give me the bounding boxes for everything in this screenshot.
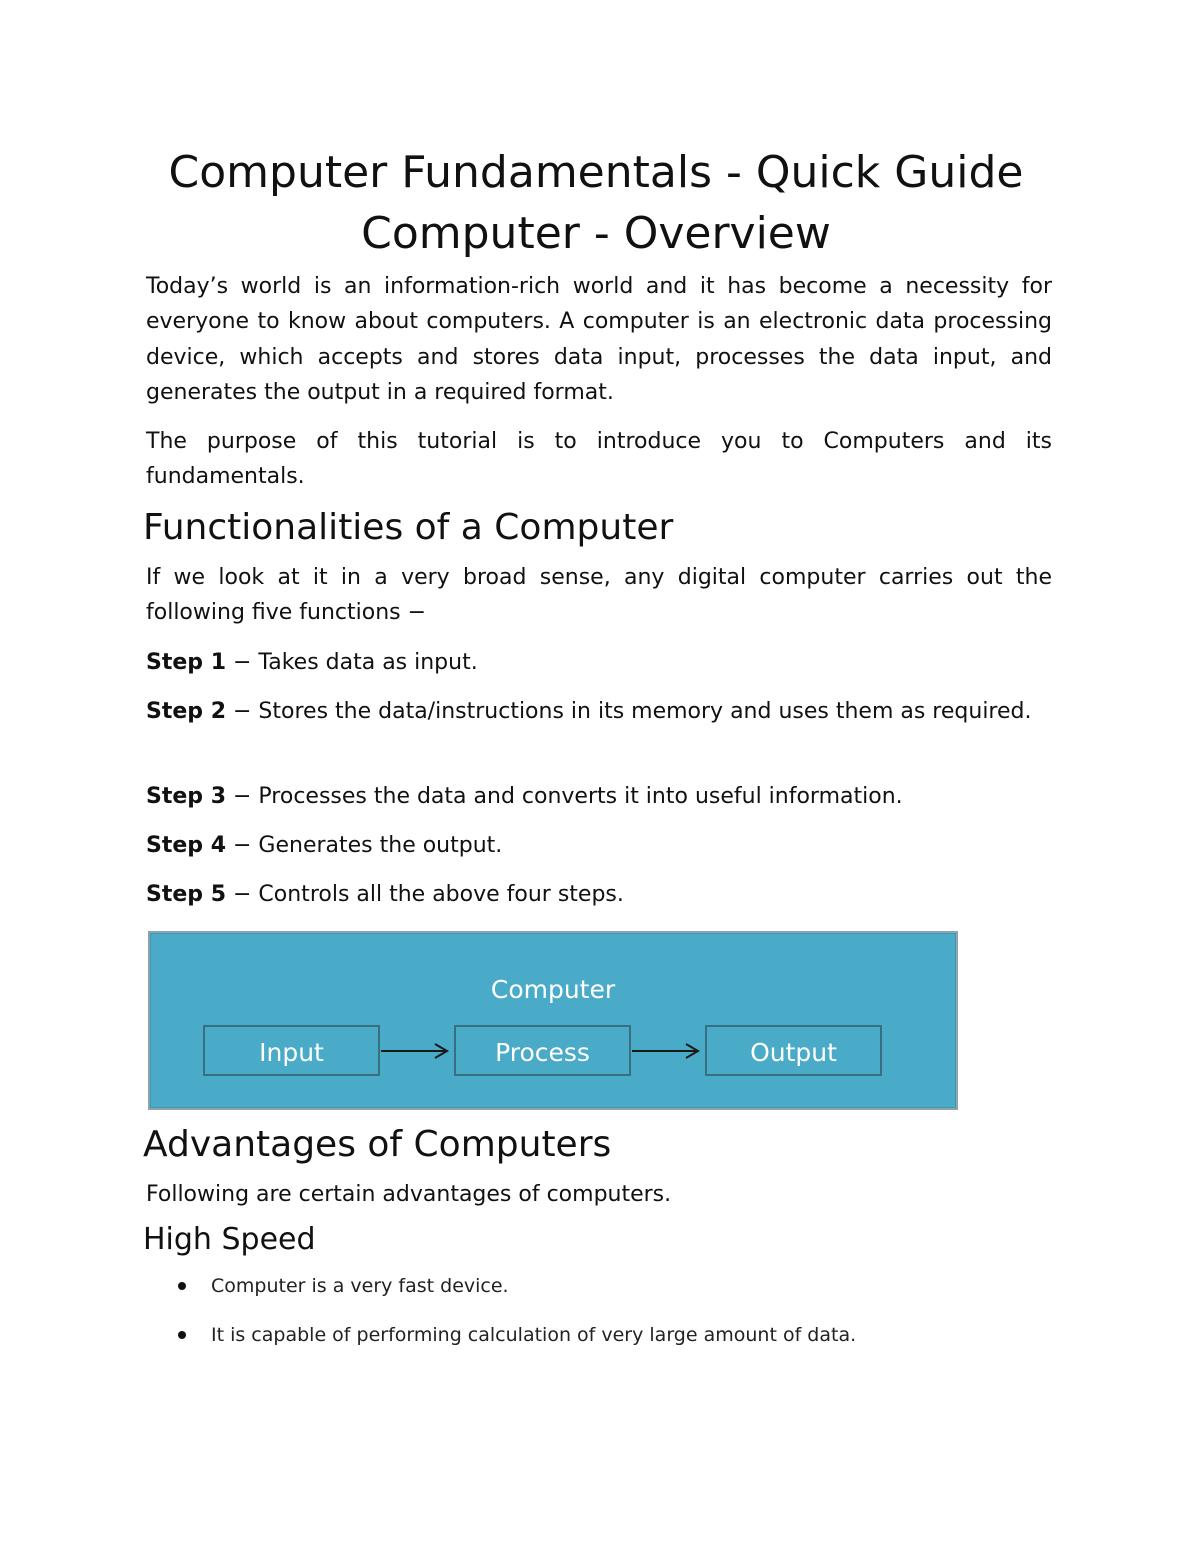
step-1: [146, 645, 1052, 680]
arrow-right-icon: [381, 1039, 453, 1063]
step-text: Stores the data/instructions in its memory and uses them as required.: [258, 699, 1032, 724]
step-text: Controls all the above four steps.: [258, 882, 624, 907]
step-4: [146, 828, 1052, 863]
section-title-overview: Computer - Overview: [361, 208, 831, 259]
functionalities-heading: Functionalities of a Computer: [143, 507, 674, 548]
diagram-box-input: Input: [203, 1025, 380, 1076]
step-text: Generates the output.: [258, 833, 503, 858]
intro-paragraph: Today’s world is an information-rich world and it has become a necessity for everyone to know about computers. A computer is an electronic data processing device, which accepts and stores data input, processes the data input, and generates the output in a required format.: [146, 274, 1052, 405]
step-label: Step 4: [146, 833, 226, 858]
step-label: Step 1: [146, 650, 226, 675]
step-text: Processes the data and converts it into useful information.: [258, 784, 903, 809]
purpose-paragraph: The purpose of this tutorial is to introduce you to Computers and its fundamentals.: [146, 429, 1052, 490]
step-3: [146, 779, 1052, 814]
step-separator: −: [226, 784, 259, 809]
step-label: Step 2: [146, 699, 226, 724]
step-label: Step 3: [146, 784, 226, 809]
bullet-icon: [178, 1331, 186, 1339]
step-5: [146, 877, 1052, 912]
document-title: Computer Fundamentals - Quick Guide: [168, 147, 1024, 198]
bullet-icon: [178, 1282, 186, 1290]
arrow-right-icon: [632, 1039, 704, 1063]
list-item: It is capable of performing calculation of very large amount of data.: [211, 1324, 857, 1346]
step-label: Step 5: [146, 882, 226, 907]
step-separator: −: [226, 833, 259, 858]
list-item: Computer is a very fast device.: [211, 1275, 509, 1297]
diagram-box-process: Process: [454, 1025, 631, 1076]
step-separator: −: [226, 699, 259, 724]
functionalities-intro: If we look at it in a very broad sense, any digital computer carries out the following five functions −: [146, 565, 1052, 626]
advantages-heading: Advantages of Computers: [143, 1124, 612, 1165]
step-separator: −: [226, 882, 259, 907]
advantages-intro: Following are certain advantages of computers.: [146, 1182, 672, 1207]
diagram-title: Computer: [490, 975, 616, 1004]
computer-flow-diagram: [148, 931, 958, 1110]
step-text: Takes data as input.: [258, 650, 478, 675]
high-speed-heading: High Speed: [143, 1222, 316, 1257]
diagram-box-output: Output: [705, 1025, 882, 1076]
step-separator: −: [226, 650, 259, 675]
step-2: [146, 694, 1052, 729]
